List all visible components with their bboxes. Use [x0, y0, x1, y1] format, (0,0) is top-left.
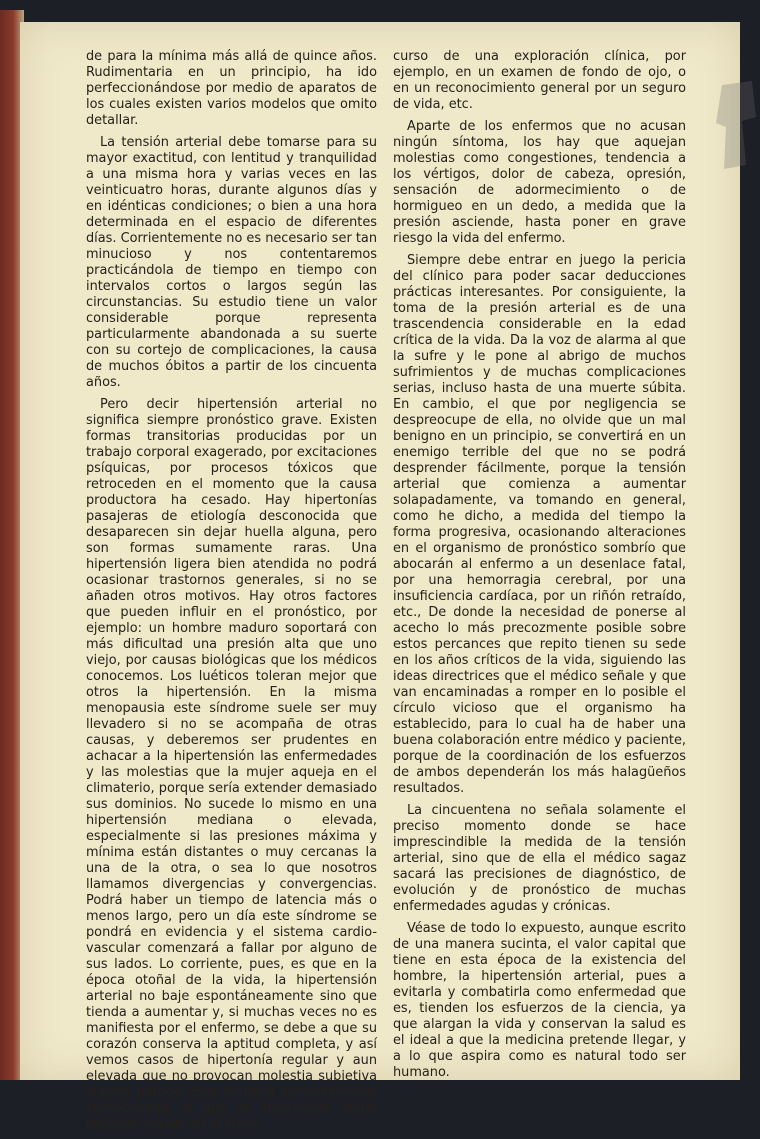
paragraph: Aparte de los enfermos que no acusan ningún síntoma, los hay que aquejan molestias como congestiones, tendencia a los vértigos, dolor de cabeza, opresión, sensación de adormecimiento o de hormigueo en un dedo, a medida que la presión asciende, hasta poner en grave riesgo la vida del enfermo. [393, 119, 686, 246]
paragraph: curso de una exploración clínica, por ejemplo, en un examen de fondo de ojo, o en un reconocimiento general por un seguro de vida, etc. [393, 49, 686, 112]
library-stamp-mark [712, 77, 760, 172]
paragraph: Pero decir hipertensión arterial no significa siempre pronóstico grave. Existen formas transitorias producidas por un trabajo corporal exagerado, por excitaciones psíquicas, por procesos tóxicos que retroceden en el momento que la causa productora ha cesado. Hay hipertonías pasajeras de etiología desconocida que desaparecen sin dejar huella alguna, pero son formas sumamente raras. Una hipertensión ligera bien atendida no podrá ocasionar trastornos generales, si no se añaden otros motivos. Hay otros factores que pueden influir en el pronóstico, por ejemplo: un hombre maduro soportará con más dificultad una presión alta que uno viejo, por causas biológicas que los médicos conocemos. Los luéticos toleran mejor que otros la hipertensión. En la misma menopausia este síndrome suele ser muy llevadero si no se acompaña de otras causas, y deberemos ser prudentes en achacar a la hipertensión las enfermedades y las molestias que la mujer aqueja en el climaterio, porque sería extender demasiado sus dominios. No sucede lo mismo en una hipertensión mediana o elevada, especialmente si las presiones máxima y mínima están distantes o muy cercanas la una de la otra, o sea lo que nosotros llamamos divergencias y convergencias. Podrá haber un tiempo de latencia más o menos largo, pero un día este síndrome se pondrá en evidencia y el sistema cardio-vascular comenzará a fallar por alguno de sus lados. Lo corriente, pues, es que en la época otoñal de la vida, la hipertensión arterial no baje espontáneamente sino que tienda a aumentar y, si muchas veces no es manifiesta por el enfermo, se debe a que su corazón conserva la aptitud completa, y así vemos casos de hipertonía regular y aun elevada que no provocan molestia subjetiva alguna porque ésta se halla perfectamente compensada, y que se descubren como hallazgo casual en el trans- [86, 397, 377, 1132]
paragraph: de para la mínima más allá de quince años. Rudimentaria en un principio, ha ido perfeccionándose por medio de aparatos de los cuales existen varios modelos que omito detallar. [86, 49, 377, 128]
paragraph: Siempre debe entrar en juego la pericia del clínico para poder sacar deducciones prácticas interesantes. Por consiguiente, la toma de la presión arterial es de una trascendencia considerable en la edad crítica de la vida. Da la voz de alarma al que la sufre y le pone al abrigo de muchos sufrimientos y de muchas complicaciones serias, incluso hasta de una muerte súbita. En cambio, el que por negligencia se despreocupe de ella, no olvide que un mal benigno en un principio, se convertirá en un enemigo terrible del que no se podrá desprender fácilmente, porque la tensión arterial que comienza a aumentar solapadamente, va tomando en general, como he dicho, a medida del tiempo la forma progresiva, ocasionando alteraciones en el organismo de pronóstico sombrío que abocarán al enfermo a un desenlace fatal, por una hemorragia cerebral, por una insuficiencia cardíaca, por un riñón retraído, etc., De donde la necesidad de ponerse al acecho lo más precozmente posible sobre estos percances que repito tienen su sede en los años críticos de la vida, siguiendo las ideas directrices que el médico señale y que van encaminadas a romper en lo posible el círculo vicioso que el organismo ha establecido, para lo cual ha de haber una buena colaboración entre médico y paciente, porque de la coordinación de los esfuerzos de ambos dependerán los más halagüeños resultados. [393, 253, 686, 796]
paragraph: La tensión arterial debe tomarse para su mayor exactitud, con lentitud y tranquilidad a una misma hora y varias veces en las veinticuatro horas, durante algunos días y en idénticas condiciones; o bien a una hora determinada en el espacio de diferentes días. Corrientemente no es necesario ser tan minucioso y nos contentaremos practicándola de tiempo en tiempo con intervalos cortos o largos según las circunstancias. Su estudio tiene un valor considerable porque representa particularmente abandonada a su suerte con su cortejo de complicaciones, la causa de muchos óbitos a partir de los cincuenta años. [86, 135, 377, 390]
right-text-column [393, 49, 686, 1087]
left-text-column [86, 49, 377, 1139]
paragraph: La cincuentena no señala solamente el preciso momento donde se hace imprescindible la medida de la tensión arterial, sino que de ella el médico sagaz sacará las precisiones de diagnóstico, de evolución y de pronóstico de muchas enfermedades agudas y crónicas. [393, 803, 686, 914]
paragraph: Véase de todo lo expuesto, aunque escrito de una manera sucinta, el valor capital que tiene en esta época de la existencia del hombre, la hipertensión arterial, pues a evitarla y combatirla como enfermedad que es, tienden los esfuerzos de la ciencia, ya que alargan la vida y conservan la salud es el ideal a que la medicina pretende llegar, y a lo que aspira como es natural todo ser humano. [393, 921, 686, 1080]
